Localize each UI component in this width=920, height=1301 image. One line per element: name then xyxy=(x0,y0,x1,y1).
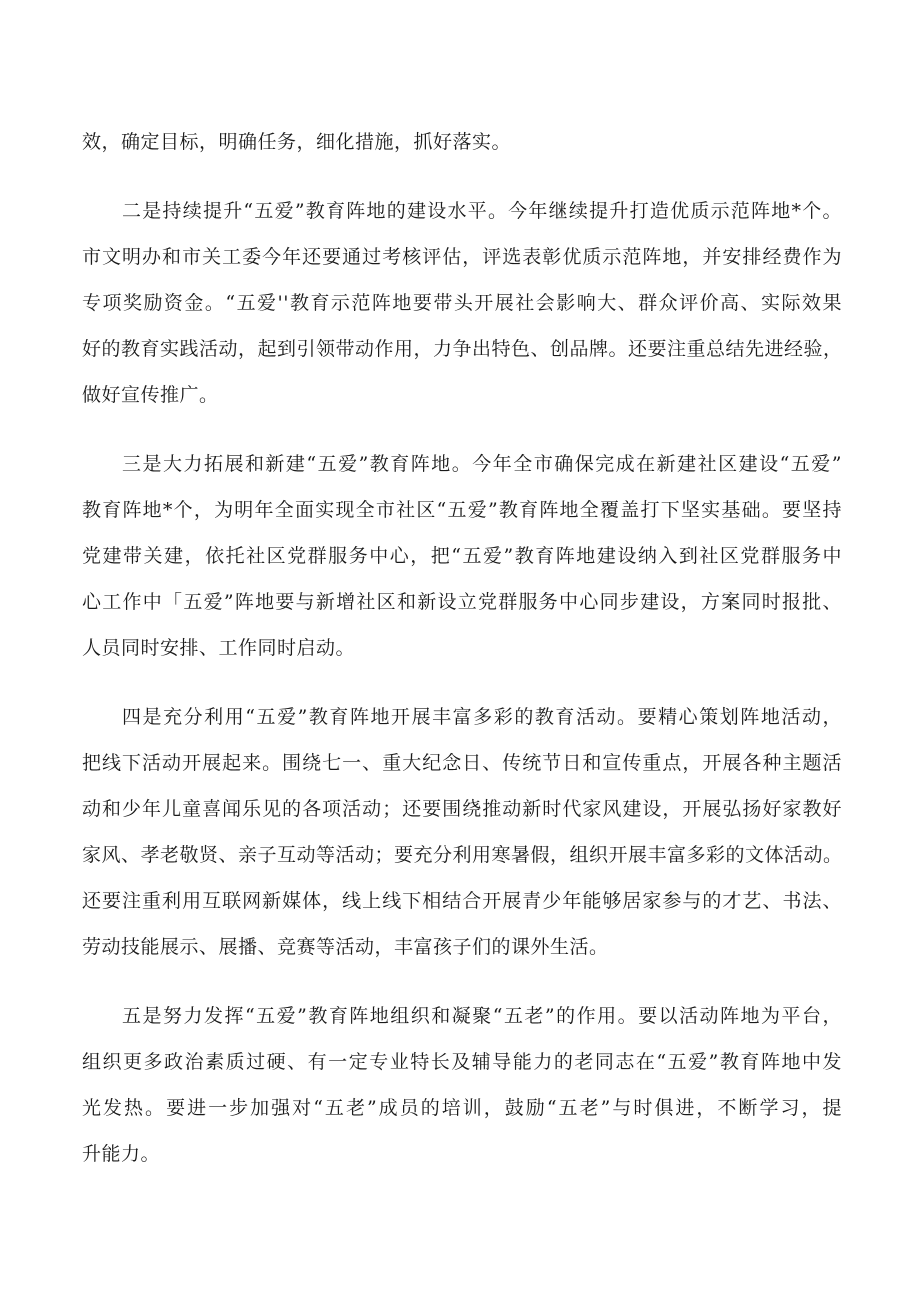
paragraph-2 xyxy=(82,188,842,418)
paragraph-line: 家风、孝老敬贤、亲子互动等活动；要充分利用寒暑假，组织开展丰富多彩的文体活动。 xyxy=(82,844,843,866)
paragraph-line: 把线下活动开展起来。围绕七一、重大纪念日、传统节日和宣传重点，开展各种主题活 xyxy=(82,752,842,774)
paragraph-line: 四是充分利用“五爱”教育阵地开展丰富多彩的教育活动。要精心策划阵地活动， xyxy=(122,706,842,728)
paragraph-line: 党建带关建，依托社区党群服务中心，把“五爱”教育阵地建设纳入到社区党群服务中 xyxy=(82,545,842,567)
paragraph-line: 三是大力拓展和新建“五爱”教育阵地。今年全市确保完成在新建社区建设“五爱” xyxy=(122,453,842,475)
paragraph-line: 动和少年儿童喜闻乐见的各项活动；还要围绕推动新时代家风建设，开展弘扬好家教好 xyxy=(82,798,842,820)
paragraph-line: 五是努力发挥“五爱”教育阵地组织和凝聚“五老”的作用。要以活动阵地为平台， xyxy=(122,1005,842,1027)
paragraph-line: 组织更多政治素质过硬、有一定专业特长及辅导能力的老同志在“五爱”教育阵地中发 xyxy=(82,1051,842,1073)
paragraph-line: 光发热。要进一步加强对“五老”成员的培训，鼓励“五老”与时俱进，不断学习，提 xyxy=(82,1097,842,1119)
paragraph-line: 升能力。 xyxy=(82,1143,161,1165)
paragraph-3 xyxy=(82,441,842,671)
paragraph-gap xyxy=(82,671,842,694)
paragraph-line: 教育阵地*个，为明年全面实现全市社区“五爱”教育阵地全覆盖打下坚实基础。要坚持 xyxy=(82,499,842,521)
paragraph-line: 好的教育实践活动，起到引领带动作用，力争出特色、创品牌。还要注重总结先进经验， xyxy=(82,338,843,360)
paragraph-1 xyxy=(82,119,842,165)
paragraph-gap xyxy=(82,418,842,441)
paragraph-line: 心工作中「五爱”阵地要与新增社区和新设立党群服务中心同步建设，方案同时报批、 xyxy=(82,591,842,613)
paragraph-line: 市文明办和市关工委今年还要通过考核评估，评选表彰优质示范阵地，并安排经费作为 xyxy=(82,246,842,268)
paragraph-line: 人员同时安排、工作同时启动。 xyxy=(82,637,356,659)
paragraph-line: 专项奖励资金。“五爱''教育示范阵地要带头开展社会影响大、群众评价高、实际效果 xyxy=(82,292,842,314)
paragraph-gap xyxy=(82,165,842,188)
paragraph-line: 劳动技能展示、展播、竞赛等活动，丰富孩子们的课外生活。 xyxy=(82,936,609,958)
paragraph-gap xyxy=(82,970,842,993)
paragraph-line: 还要注重利用互联网新媒体，线上线下相结合开展青少年能够居家参与的才艺、书法、 xyxy=(82,890,842,912)
paragraph-5 xyxy=(82,993,842,1177)
paragraph-line: 做好宣传推广。 xyxy=(82,384,219,406)
document-body xyxy=(82,119,842,1177)
paragraph-line: 效，确定目标，明确任务，细化措施，抓好落实。 xyxy=(82,131,512,153)
paragraph-4 xyxy=(82,694,842,970)
paragraph-line: 二是持续提升“五爱”教育阵地的建设水平。今年继续提升打造优质示范阵地*个。 xyxy=(122,200,842,222)
